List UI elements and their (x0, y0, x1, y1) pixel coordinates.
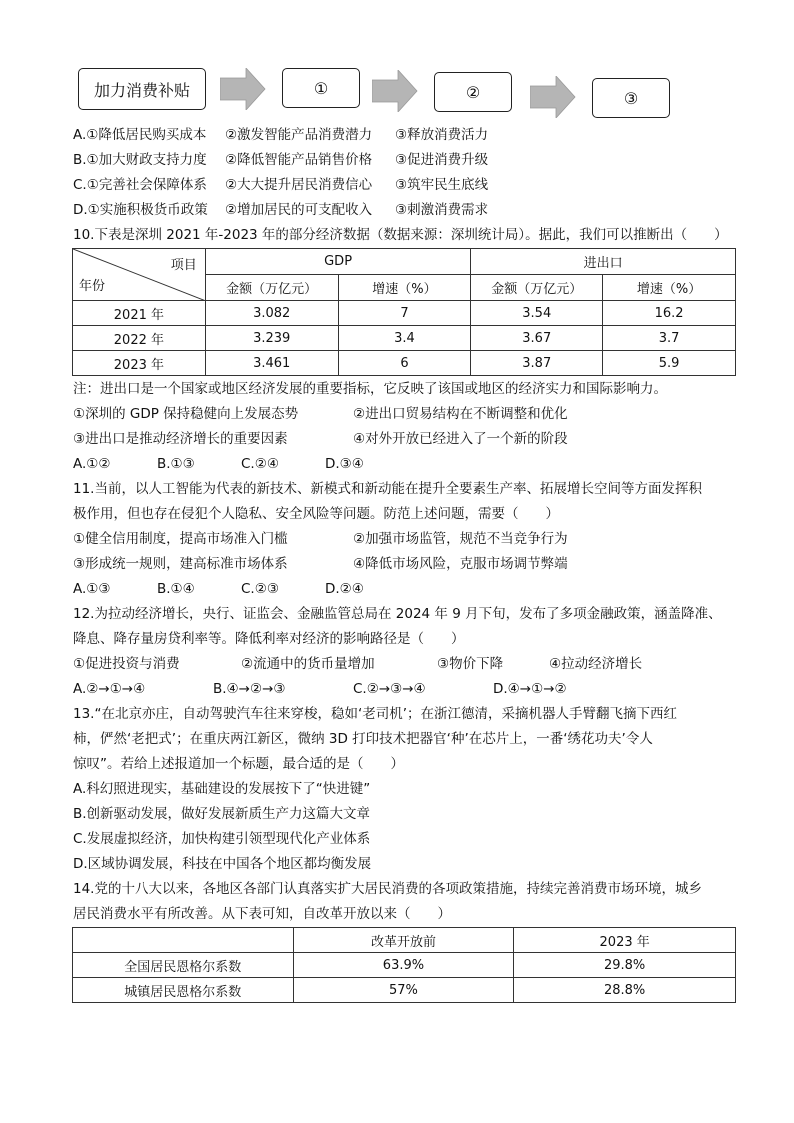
q10-subheader: 增速（%） (603, 275, 736, 301)
q10-note: 注：进出口是一个国家或地区经济发展的重要指标，它反映了该国或地区的经济实力和国际影响力。 (73, 381, 667, 397)
q10-statement-1: ①深圳的 GDP 保持稳健向上发展态势 (73, 406, 299, 422)
table-cell: 3.082 (205, 301, 338, 326)
q11-option-a: A.①③ (73, 581, 111, 597)
table-cell: 3.239 (205, 326, 338, 351)
q9-option-b (73, 150, 488, 170)
q10-statement-4: ④对外开放已经进入了一个新的阶段 (353, 431, 568, 447)
table-cell: 3.461 (205, 351, 338, 376)
q13-stem-line2: 柿，俨然‘老把式’；在重庆两江新区，微纳 3D 打印技术把器官‘种’在芯片上，一番‘绣花功夫’令人 (73, 731, 653, 747)
q10-option-b: B.①③ (157, 456, 195, 472)
q10-option-a: A.①② (73, 456, 111, 472)
flow-arrow-icon (530, 76, 576, 118)
q9-option-b-part1: B.①加大财政支持力度 (73, 152, 207, 168)
q10-statements-row2 (73, 429, 568, 449)
q13-option-b: B.创新驱动发展，做好发展新质生产力这篇大文章 (73, 806, 371, 822)
q12-statement-3: ③物价下降 (437, 656, 504, 672)
q11-statement-3: ③形成统一规则，建高标准市场体系 (73, 556, 288, 572)
q12-option-c: C.②→③→④ (353, 681, 426, 697)
q11-option-b: B.①④ (157, 581, 195, 597)
flow-start-label: 加力消费补贴 (93, 80, 190, 100)
q9-option-d-part3: ③刺激消费需求 (395, 202, 489, 218)
q10-subheader: 增速（%） (338, 275, 471, 301)
q10-statements-row1 (73, 404, 568, 424)
q9-option-c-part1: C.①完善社会保障体系 (73, 177, 207, 193)
q11-options (73, 579, 364, 599)
q12-option-d: D.④→①→② (493, 681, 567, 697)
table-cell: 城镇居民恩格尔系数 (73, 978, 294, 1003)
q9-option-c (73, 175, 488, 195)
table-cell: 3.87 (471, 351, 603, 376)
q10-option-d: D.③④ (325, 456, 364, 472)
q10-table-corner (73, 249, 206, 301)
q9-option-c-part3: ③筑牢民生底线 (395, 177, 489, 193)
q14-data-table (72, 927, 736, 1003)
table-row (73, 301, 736, 326)
q10-statement-2: ②进出口贸易结构在不断调整和优化 (353, 406, 568, 422)
q10-option-c: C.②④ (241, 456, 279, 472)
q10-group-trade: 进出口 (471, 249, 736, 275)
q11-statements-row2 (73, 554, 568, 574)
table-header-cell: 2023 年 (514, 928, 736, 953)
flow-step-1-label: ① (313, 78, 329, 98)
table-row (73, 978, 736, 1003)
q14-stem-line2: 居民消费水平有所改善。从下表可知，自改革开放以来（ ） (73, 906, 451, 922)
table-cell: 3.54 (471, 301, 603, 326)
table-header-row (73, 928, 736, 953)
table-row (73, 326, 736, 351)
table-cell: 28.8% (514, 978, 736, 1003)
q12-options (73, 679, 567, 699)
q11-stem-line1: 11.当前，以人工智能为代表的新技术、新模式和新动能在提升全要素生产率、拓展增长空间等方面发挥积 (73, 481, 702, 497)
q9-option-b-part3: ③促进消费升级 (395, 152, 489, 168)
table-cell: 57% (293, 978, 514, 1003)
q9-option-b-part2: ②降低智能产品销售价格 (225, 152, 373, 168)
flow-step-1-box (282, 68, 360, 108)
flow-arrow-icon (372, 70, 418, 112)
table-header-cell: 改革开放前 (293, 928, 514, 953)
flow-step-3-label: ③ (623, 88, 639, 108)
q10-corner-top: 项目 (170, 258, 197, 273)
table-cell: 2023 年 (73, 351, 206, 376)
flow-step-3-box (592, 78, 670, 118)
q12-statements (73, 654, 642, 674)
q13-option-c: C.发展虚拟经济，加快构建引领型现代化产业体系 (73, 831, 371, 847)
q12-stem-line1: 12.为拉动经济增长，央行、证监会、金融监管总局在 2024 年 9 月下旬，发布了多项金融政策，涵盖降准、 (73, 606, 722, 622)
table-cell: 5.9 (603, 351, 736, 376)
q10-data-table (72, 248, 736, 376)
q14-stem-line1: 14.党的十八大以来，各地区各部门认真落实扩大居民消费的各项政策措施，持续完善消费市场环境，城乡 (73, 881, 702, 897)
q9-option-a-part3: ③释放消费活力 (395, 127, 489, 143)
q9-option-c-part2: ②大大提升居民消费信心 (225, 177, 373, 193)
flow-step-2-box (434, 72, 512, 112)
q11-stem-line2: 极作用，但也存在侵犯个人隐私、安全风险等问题。防范上述问题，需要（ ） (73, 506, 559, 522)
q12-statement-1: ①促进投资与消费 (73, 656, 180, 672)
q11-statements-row1 (73, 529, 568, 549)
q13-option-d: D.区域协调发展，科技在中国各个地区都均衡发展 (73, 856, 372, 872)
q10-stem: 10.下表是深圳 2021 年-2023 年的部分经济数据（数据来源：深圳统计局）。据此，我们可以推断出（ ） (73, 227, 728, 243)
q11-option-c: C.②③ (241, 581, 279, 597)
table-cell: 3.67 (471, 326, 603, 351)
table-cell: 29.8% (514, 953, 736, 978)
table-cell: 2022 年 (73, 326, 206, 351)
flow-step-2-label: ② (465, 82, 481, 102)
q13-stem-line1: 13.“在北京亦庄，自动驾驶汽车往来穿梭，稳如‘老司机’；在浙江德清，采摘机器人手臂翻飞摘下西红 (73, 706, 678, 722)
q11-statement-2: ②加强市场监管，规范不当竞争行为 (353, 531, 568, 547)
table-row (73, 351, 736, 376)
q11-statement-4: ④降低市场风险，克服市场调节弊端 (353, 556, 568, 572)
table-row (73, 953, 736, 978)
table-header-cell (73, 928, 294, 953)
q11-option-d: D.②④ (325, 581, 364, 597)
q9-option-d-part2: ②增加居民的可支配收入 (225, 202, 373, 218)
table-cell: 2021 年 (73, 301, 206, 326)
q12-option-a: A.②→①→④ (73, 681, 146, 697)
q9-option-a (73, 125, 488, 145)
table-cell: 3.7 (603, 326, 736, 351)
flow-arrow-icon (220, 68, 266, 110)
q10-corner-bottom: 年份 (79, 279, 106, 294)
table-cell: 63.9% (293, 953, 514, 978)
q9-option-a-part2: ②激发智能产品消费潜力 (225, 127, 373, 143)
q12-stem-line2: 降息、降存量房贷利率等。降低利率对经济的影响路径是（ ） (73, 631, 465, 647)
q13-stem-line3: 惊叹”。若给上述报道加一个标题，最合适的是（ ） (73, 756, 404, 772)
q9-option-d (73, 200, 488, 220)
q10-subheader: 金额（万亿元） (471, 275, 603, 301)
q9-option-d-part1: D.①实施积极货币政策 (73, 202, 208, 218)
q10-group-gdp: GDP (205, 249, 471, 275)
table-cell: 7 (338, 301, 471, 326)
q10-statement-3: ③进出口是推动经济增长的重要因素 (73, 431, 288, 447)
table-cell: 全国居民恩格尔系数 (73, 953, 294, 978)
table-cell: 3.4 (338, 326, 471, 351)
q10-options (73, 454, 364, 474)
table-cell: 6 (338, 351, 471, 376)
q12-statement-2: ②流通中的货币量增加 (241, 656, 375, 672)
q12-statement-4: ④拉动经济增长 (549, 656, 643, 672)
q11-statement-1: ①健全信用制度，提高市场准入门槛 (73, 531, 288, 547)
table-cell: 16.2 (603, 301, 736, 326)
q13-option-a: A.科幻照进现实，基础建设的发展按下了“快进键” (73, 781, 371, 797)
flow-start-box (78, 68, 206, 110)
q10-subheader: 金额（万亿元） (205, 275, 338, 301)
q9-option-a-part1: A.①降低居民购买成本 (73, 127, 207, 143)
q12-option-b: B.④→②→③ (213, 681, 286, 697)
